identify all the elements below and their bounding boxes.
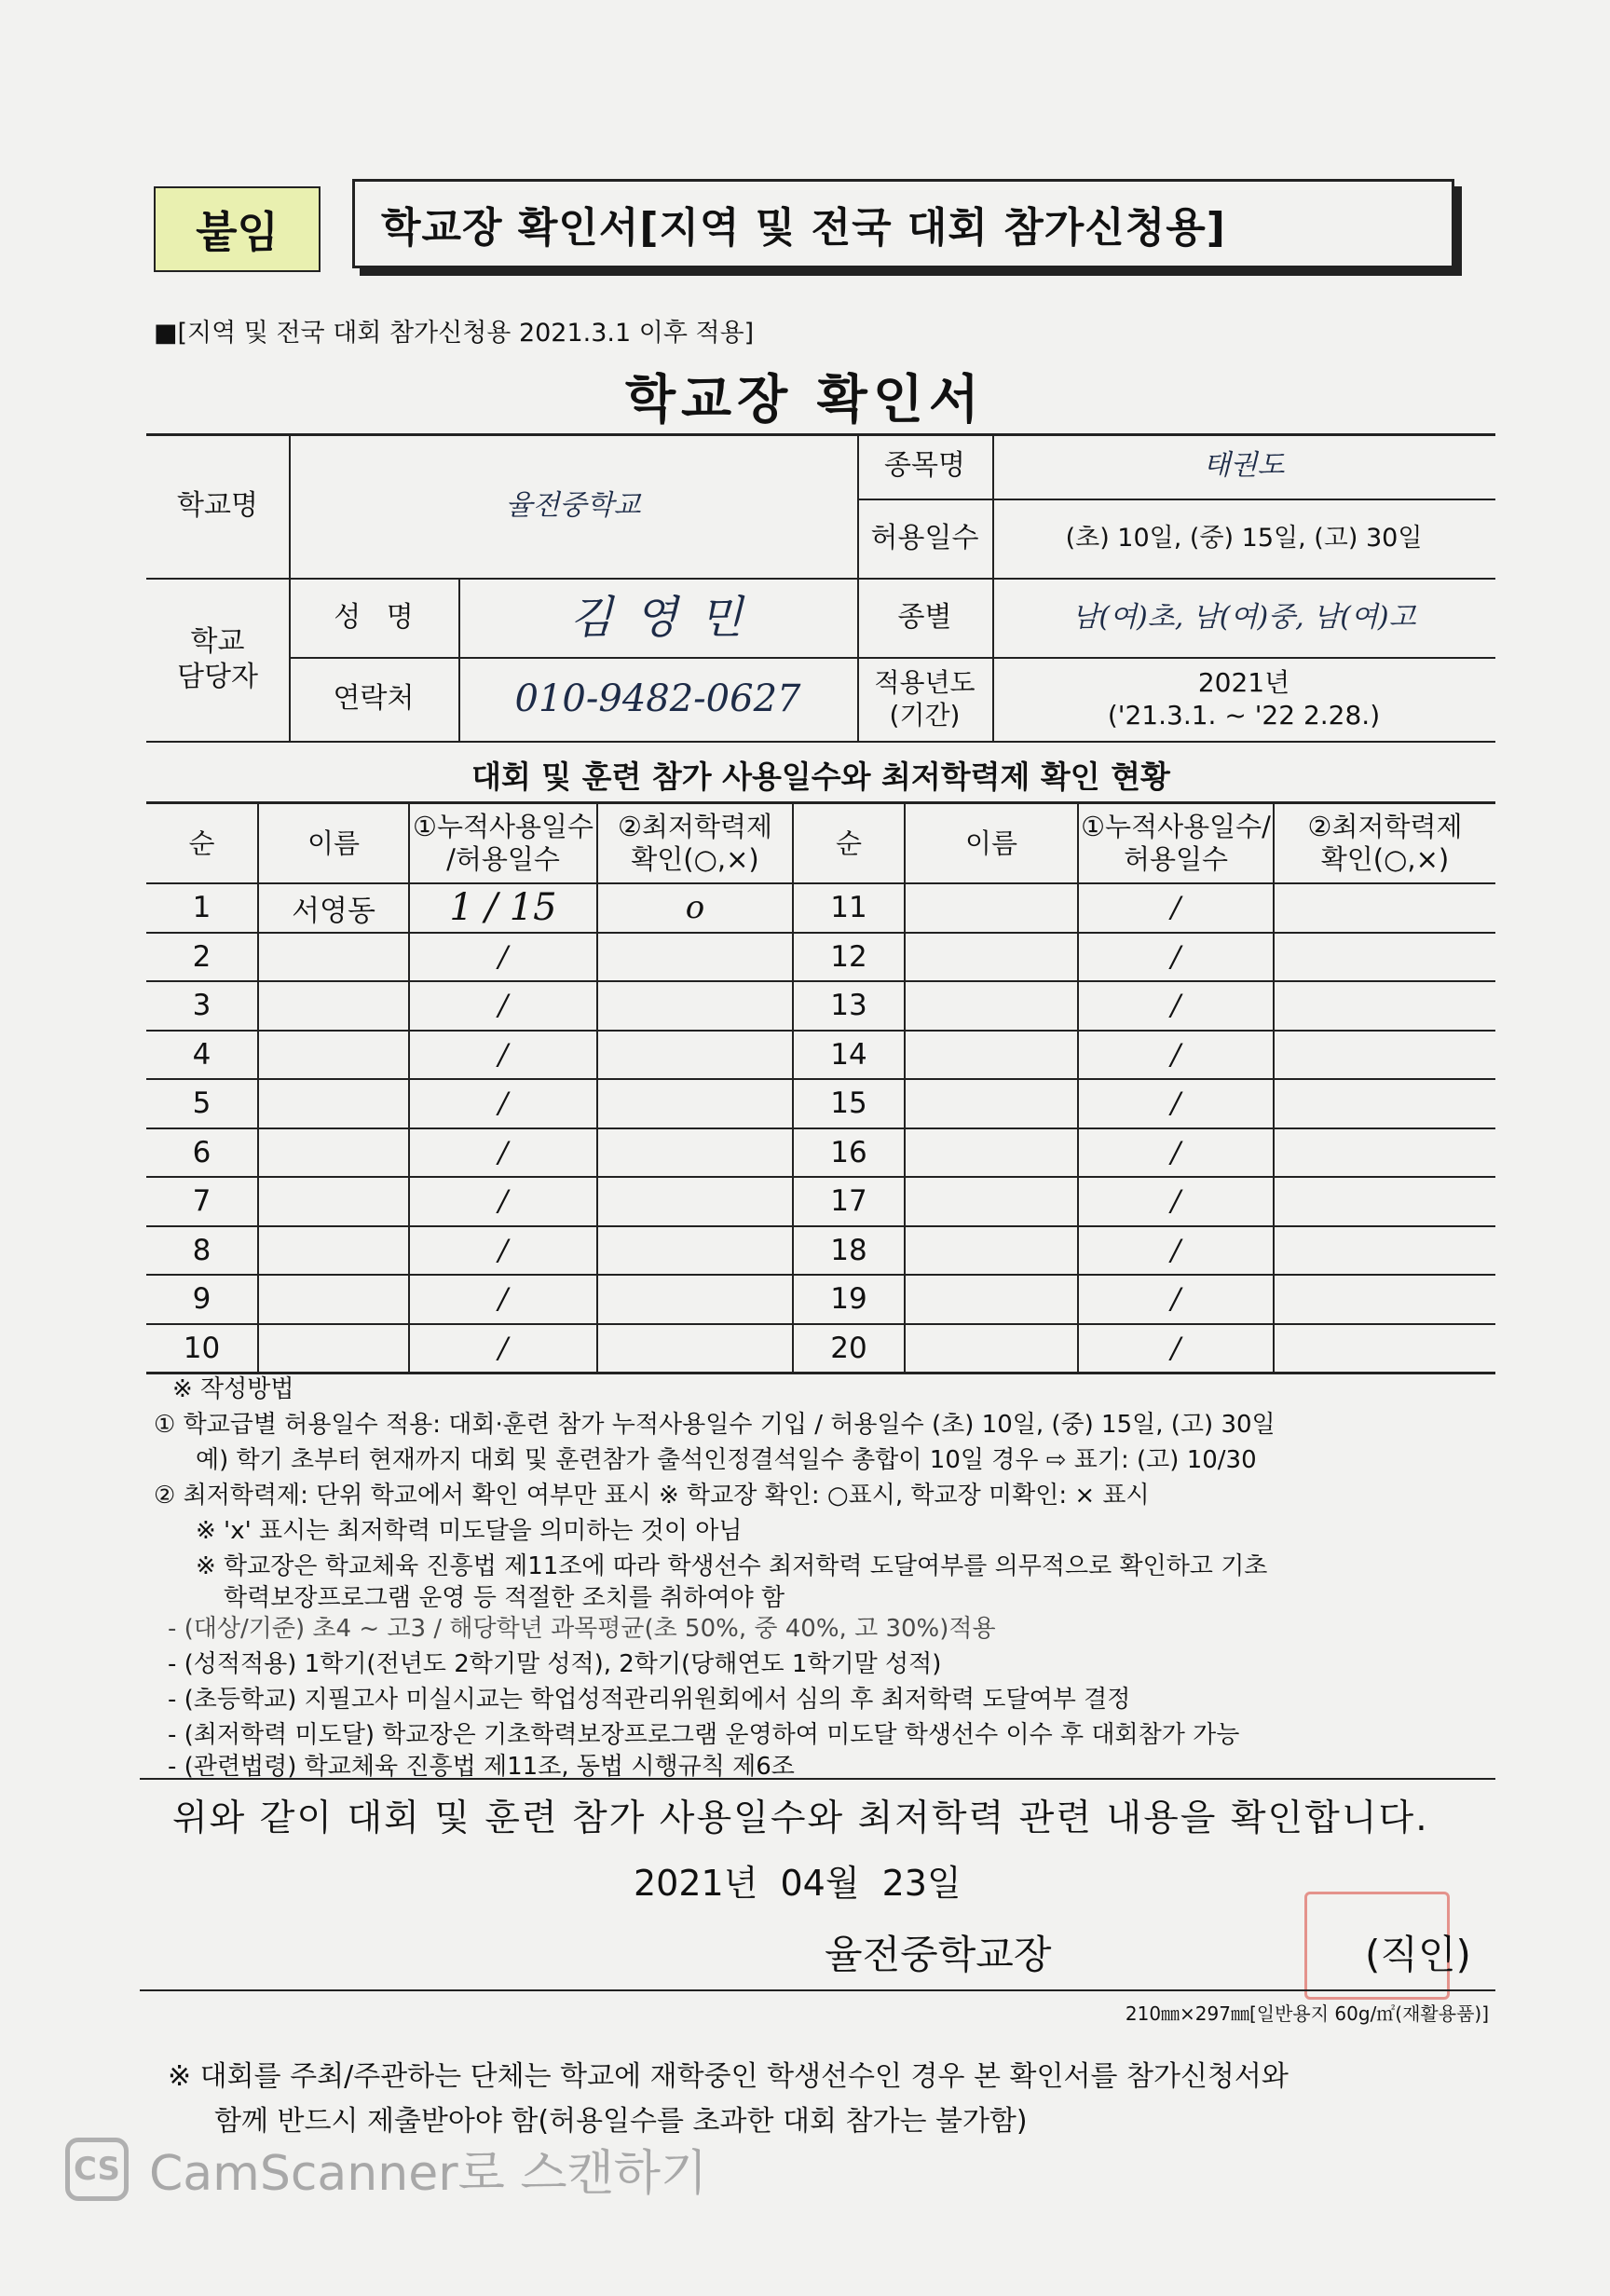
row-number: 16 bbox=[793, 1128, 905, 1178]
academic-check bbox=[597, 1128, 793, 1178]
student-name bbox=[258, 1079, 409, 1128]
header-check: ②최저학력제 확인(○,×) bbox=[1274, 803, 1495, 884]
note-line: ※ 'x' 표시는 최저학력 미도달을 의미하는 것이 아님 bbox=[196, 1517, 743, 1545]
academic-check: o bbox=[597, 883, 793, 933]
note-line: ※ 학교장은 학교체육 진흥법 제11조에 따라 학생선수 최저학력 도달여부를 의무적으로 확인하고 기초 bbox=[196, 1552, 1268, 1580]
academic-check bbox=[1274, 1031, 1495, 1080]
days-used: / bbox=[1078, 883, 1274, 933]
manager-label: 학교 담당자 bbox=[177, 625, 258, 693]
student-name bbox=[258, 1128, 409, 1178]
days-used: / bbox=[1078, 981, 1274, 1031]
student-name bbox=[258, 933, 409, 982]
row-number: 2 bbox=[146, 933, 258, 982]
table-row bbox=[146, 1177, 1495, 1226]
header-title: 학교장 확인서[지역 및 전국 대회 참가신청용] bbox=[352, 179, 1454, 268]
info-divider bbox=[146, 741, 1495, 743]
student-name bbox=[258, 1324, 409, 1374]
academic-check bbox=[1274, 1177, 1495, 1226]
participation-table bbox=[146, 801, 1495, 1374]
days-used: / bbox=[1078, 1275, 1274, 1324]
table-row bbox=[146, 933, 1495, 982]
contact-label: 연락처 bbox=[333, 682, 415, 716]
academic-check bbox=[597, 1226, 793, 1276]
student-name bbox=[258, 1177, 409, 1226]
note-line: ② 최저학력제: 단위 학교에서 확인 여부만 표시 ※ 학교장 확인: ○표시, 학교장 미확인: × 표시 bbox=[154, 1482, 1150, 1510]
row-number: 20 bbox=[793, 1324, 905, 1374]
academic-check bbox=[1274, 981, 1495, 1031]
row-number: 6 bbox=[146, 1128, 258, 1178]
header-check: ②최저학력제 확인(○,×) bbox=[597, 803, 793, 884]
academic-check bbox=[1274, 883, 1495, 933]
header-name: 이름 bbox=[258, 803, 409, 884]
academic-check bbox=[1274, 1226, 1495, 1276]
days-used: / bbox=[409, 1031, 597, 1080]
header-name: 이름 bbox=[905, 803, 1078, 884]
row-number: 15 bbox=[793, 1079, 905, 1128]
category-value: 남(여)초, 남(여)중, 남(여)고 bbox=[1071, 600, 1416, 634]
academic-check bbox=[597, 1031, 793, 1080]
days-used: / bbox=[409, 1177, 597, 1226]
note-line: 예) 학기 초부터 현재까지 대회 및 훈련참가 출석인정결석일수 총합이 10일 경우 ⇨ 표기: (고) 10/30 bbox=[196, 1446, 1257, 1474]
year-value: 2021년 ('21.3.1. ~ '22 2.28.) bbox=[1107, 667, 1381, 731]
sport-label: 종목명 bbox=[884, 449, 965, 483]
days-used: / bbox=[409, 1275, 597, 1324]
days-used: 1 / 15 bbox=[409, 883, 597, 933]
student-name: 서영동 bbox=[258, 883, 409, 933]
row-number: 5 bbox=[146, 1079, 258, 1128]
academic-check bbox=[597, 1079, 793, 1128]
school-name-value: 율전중학교 bbox=[505, 488, 641, 522]
academic-check bbox=[597, 1275, 793, 1324]
days-used: / bbox=[409, 1079, 597, 1128]
year-label: 적용년도 (기간) bbox=[874, 667, 976, 731]
days-used: / bbox=[1078, 1177, 1274, 1226]
days-used: / bbox=[409, 981, 597, 1031]
student-name bbox=[905, 1079, 1078, 1128]
submission-footnote bbox=[168, 2055, 1289, 2144]
row-number: 11 bbox=[793, 883, 905, 933]
academic-check bbox=[597, 933, 793, 982]
contact-value: 010-9482-0627 bbox=[514, 677, 801, 720]
student-name bbox=[905, 1226, 1078, 1276]
header-days: ①누적사용일수/ 허용일수 bbox=[1078, 803, 1274, 884]
days-used: / bbox=[1078, 1324, 1274, 1374]
row-number: 10 bbox=[146, 1324, 258, 1374]
table-row bbox=[146, 1079, 1495, 1128]
student-name bbox=[905, 933, 1078, 982]
note-line: - (초등학교) 지필고사 미실시교는 학업성적관리위원회에서 심의 후 최저학력 도달여부 결정 bbox=[168, 1686, 1131, 1714]
paper-size-note: 210㎜×297㎜[일반용지 60g/㎡(재활용품)] bbox=[1125, 2002, 1489, 2025]
table-row bbox=[146, 883, 1495, 933]
row-number: 3 bbox=[146, 981, 258, 1031]
page-title: 학교장 확인서 bbox=[624, 370, 986, 430]
days-used: / bbox=[1078, 933, 1274, 982]
row-number: 12 bbox=[793, 933, 905, 982]
note-line: - (성적적용) 1학기(전년도 2학기말 성적), 2학기(당해연도 1학기말 성적) bbox=[168, 1650, 942, 1678]
academic-check bbox=[1274, 1324, 1495, 1374]
student-name bbox=[905, 1177, 1078, 1226]
student-name bbox=[905, 1324, 1078, 1374]
academic-check bbox=[1274, 1275, 1495, 1324]
academic-check bbox=[1274, 1128, 1495, 1178]
note-line: ① 학교급별 허용일수 적용: 대회·훈련 참가 누적사용일수 기입 / 허용일수 (초) 10일, (중) 15일, (고) 30일 bbox=[154, 1411, 1276, 1439]
row-number: 19 bbox=[793, 1275, 905, 1324]
student-name bbox=[258, 981, 409, 1031]
academic-check bbox=[597, 1324, 793, 1374]
manager-name-label: 성 명 bbox=[334, 600, 414, 634]
academic-check bbox=[1274, 933, 1495, 982]
days-used: / bbox=[409, 1128, 597, 1178]
seal-label: (직인) bbox=[1365, 1932, 1471, 1977]
days-used: / bbox=[1078, 1031, 1274, 1080]
scanner-watermark bbox=[65, 2134, 707, 2204]
days-used: / bbox=[409, 933, 597, 982]
student-name bbox=[258, 1226, 409, 1276]
confirmation-statement: 위와 같이 대회 및 훈련 참가 사용일수와 최저학력 관련 내용을 확인합니다. bbox=[172, 1797, 1429, 1839]
row-number: 14 bbox=[793, 1031, 905, 1080]
watermark-text: CamScanner로 스캔하기 bbox=[149, 2146, 708, 2202]
student-name bbox=[258, 1031, 409, 1080]
principal-title: 율전중학교장 bbox=[825, 1932, 1052, 1977]
student-name bbox=[905, 981, 1078, 1031]
note-line: 학력보장프로그램 운영 등 적절한 조치를 취하여야 함 bbox=[224, 1584, 785, 1612]
header-days: ①누적사용일수 /허용일수 bbox=[409, 803, 597, 884]
signature-divider bbox=[140, 1989, 1495, 1991]
row-number: 7 bbox=[146, 1177, 258, 1226]
table-row bbox=[146, 981, 1495, 1031]
table-caption: 대회 및 훈련 참가 사용일수와 최저학력제 확인 현황 bbox=[471, 758, 1170, 795]
row-number: 1 bbox=[146, 883, 258, 933]
days-used: / bbox=[409, 1226, 597, 1276]
allowed-days-label: 허용일수 bbox=[870, 521, 979, 554]
row-number: 9 bbox=[146, 1275, 258, 1324]
days-used: / bbox=[409, 1324, 597, 1374]
issue-date: 2021년 04월 23일 bbox=[634, 1863, 962, 1904]
table-row bbox=[146, 1226, 1495, 1276]
table-row bbox=[146, 1275, 1495, 1324]
student-name bbox=[905, 1128, 1078, 1178]
footnote-line: ※ 대회를 주최/주관하는 단체는 학교에 재학중인 학생선수인 경우 본 확인서를 참가신청서와 bbox=[168, 2060, 1289, 2093]
academic-check bbox=[1274, 1079, 1495, 1128]
student-name bbox=[905, 883, 1078, 933]
header-no: 순 bbox=[793, 803, 905, 884]
row-number: 13 bbox=[793, 981, 905, 1031]
table-row bbox=[146, 1128, 1495, 1178]
days-used: / bbox=[1078, 1079, 1274, 1128]
header-no: 순 bbox=[146, 803, 258, 884]
notes-heading: ※ 작성방법 bbox=[172, 1375, 294, 1403]
row-number: 8 bbox=[146, 1226, 258, 1276]
allowed-days-value: (초) 10일, (중) 15일, (고) 30일 bbox=[1065, 523, 1423, 553]
days-used: / bbox=[1078, 1128, 1274, 1178]
note-line: - (최저학력 미도달) 학교장은 기초학력보장프로그램 운영하여 미도달 학생선수 이수 후 대회참가 가능 bbox=[168, 1721, 1240, 1749]
school-name-label: 학교명 bbox=[177, 488, 258, 522]
table-row bbox=[146, 1031, 1495, 1080]
notes-divider bbox=[140, 1778, 1495, 1780]
row-number: 18 bbox=[793, 1226, 905, 1276]
student-name bbox=[905, 1275, 1078, 1324]
note-line: - (관련법령) 학교체육 진흥법 제11조, 동법 시행규칙 제6조 bbox=[168, 1753, 795, 1781]
camscanner-logo-icon: CS bbox=[65, 2138, 129, 2201]
manager-name-value: 김 영 민 bbox=[569, 591, 746, 644]
sport-value: 태권도 bbox=[1203, 449, 1285, 483]
note-line: - (대상/기준) 초4 ~ 고3 / 해당학년 과목평균(초 50%, 중 40%, 고 30%)적용 bbox=[168, 1615, 996, 1643]
row-number: 17 bbox=[793, 1177, 905, 1226]
applicability-note: ■[지역 및 전국 대회 참가신청용 2021.3.1 이후 적용] bbox=[154, 319, 755, 348]
row-number: 4 bbox=[146, 1031, 258, 1080]
table-row bbox=[146, 1324, 1495, 1374]
footnote-line: 함께 반드시 제출받아야 함(허용일수를 초과한 대회 참가는 불가함) bbox=[214, 2105, 1028, 2138]
table-header-row bbox=[146, 803, 1495, 884]
attachment-badge: 붙임 bbox=[154, 186, 321, 272]
category-label: 종별 bbox=[897, 600, 952, 634]
student-name bbox=[258, 1275, 409, 1324]
academic-check bbox=[597, 981, 793, 1031]
days-used: / bbox=[1078, 1226, 1274, 1276]
student-name bbox=[905, 1031, 1078, 1080]
academic-check bbox=[597, 1177, 793, 1226]
